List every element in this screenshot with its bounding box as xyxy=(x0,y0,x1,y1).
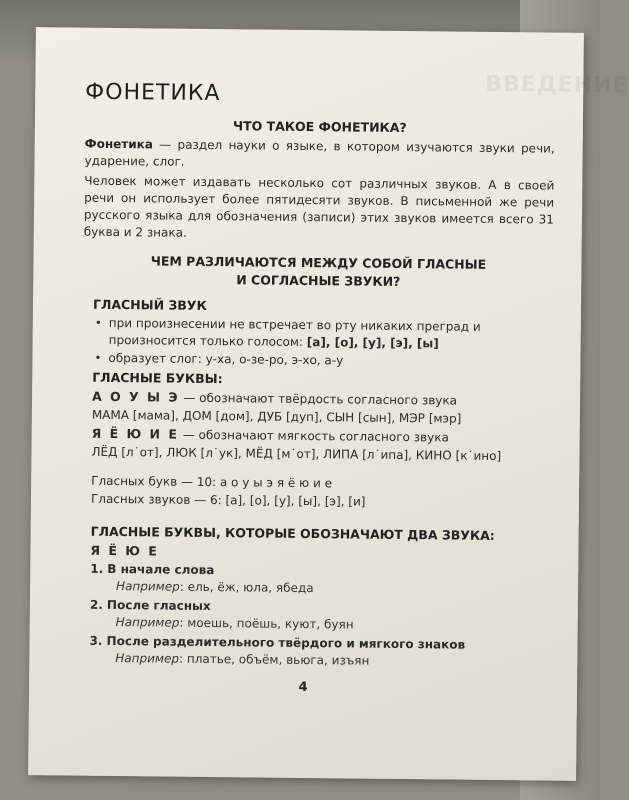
list-item xyxy=(90,597,550,636)
hard-letters: А О У Ы Э xyxy=(91,388,180,405)
example-label: Например xyxy=(116,579,180,594)
hard-examples: МАМА [мама], ДОМ [дом], ДУБ [дуп], СЫН [сын], МЭР [мэр] xyxy=(91,407,462,426)
page-title: ФОНЕТИКА xyxy=(85,79,221,107)
two-sound-block xyxy=(89,542,550,672)
book-page xyxy=(28,27,629,781)
list-item: • образует слог: у-ха, о-зе-ро, э-хо, а-у xyxy=(92,350,552,372)
example-label: Например xyxy=(115,651,180,666)
page-content xyxy=(79,80,555,674)
term-phonetics: Фонетика xyxy=(84,136,153,152)
rule-head: 2. После гласных xyxy=(89,597,211,614)
section-title-what-is-phonetics: ЧТО ТАКОЕ ФОНЕТИКА? xyxy=(232,118,407,136)
definition-paragraph xyxy=(84,136,554,175)
example-label: Например xyxy=(115,615,180,630)
example-words: : моешь, поёшь, куют, буян xyxy=(179,615,354,632)
soft-letters: Я Ё Ю И Е xyxy=(91,425,180,442)
definition-text: — раздел науки о языке, в котором изучаются звуки речи, ударение, слог. xyxy=(84,137,555,169)
two-sound-letters: Я Ё Ю Е xyxy=(90,542,159,559)
rule-example xyxy=(116,614,550,636)
two-sound-rules xyxy=(89,561,550,672)
letters-count: Гласных букв — 10: а о у ы э я ё ю и е xyxy=(91,473,333,491)
page-number: 4 xyxy=(298,679,308,696)
hard-letters-desc: — обозначают твёрдость согласного звука xyxy=(179,390,458,408)
bullet1-sounds: [а], [о], [у], [э], [ы] xyxy=(306,335,439,351)
example-words: : платье, объём, вьюга, изъян xyxy=(178,651,370,668)
section-title-vowels-consonants-1: ЧЕМ РАЗЛИЧАЮТСЯ МЕЖДУ СОБОЙ ГЛАСНЫЕ xyxy=(150,253,487,272)
two-sound-letters-heading: ГЛАСНЫЕ БУКВЫ, КОТОРЫЕ ОБОЗНАЧАЮТ ДВА ЗВУКА: xyxy=(90,523,495,543)
soft-letters-desc: — обозначают мягкость согласного звука xyxy=(178,427,449,445)
section-title-vowels-consonants-2: И СОГЛАСНЫЕ ЗВУКИ? xyxy=(236,272,401,289)
list-item xyxy=(90,561,550,600)
vowel-letters-block xyxy=(91,388,552,513)
rule-example xyxy=(116,578,550,600)
rule-head: 1. В начале слова xyxy=(90,561,215,578)
list-item xyxy=(89,633,549,672)
ghost-heading: ВВЕДЕНИЕ xyxy=(485,71,629,99)
rule-head: 3. После разделительного твёрдого и мягкого знаков xyxy=(89,633,466,652)
vowel-letters-heading: ГЛАСНЫЕ БУКВЫ: xyxy=(92,369,223,387)
rule-example xyxy=(115,650,549,672)
vowel-sound-block xyxy=(92,315,553,372)
sounds-paragraph: Человек может издавать несколько сот различных звуков. А в своей речи он использует более пятидесяти звуков. В письменной же речи русского языка для обозначения (записи) этих звуков имеется всего 31 буква и 2 знака. xyxy=(83,173,555,240)
example-words: : ель, ёж, юла, ябеда xyxy=(179,579,314,596)
soft-examples: ЛЁД [л˙от], ЛЮК [л˙ук], МЁД [м˙от], ЛИПА [л˙ипа], КИНО [к˙ино] xyxy=(91,444,502,464)
bullet1-text: при произнесении не встречает во рту никаких преград и произносится только голосом: xyxy=(108,315,481,350)
list-item xyxy=(93,315,553,354)
sounds-count: Гласных звуков — 6: [а], [о], [у], [ы], [э], [и] xyxy=(90,491,366,509)
vowel-sound-heading: ГЛАСНЫЙ ЗВУК xyxy=(92,296,207,313)
vowel-sound-list xyxy=(92,315,553,372)
